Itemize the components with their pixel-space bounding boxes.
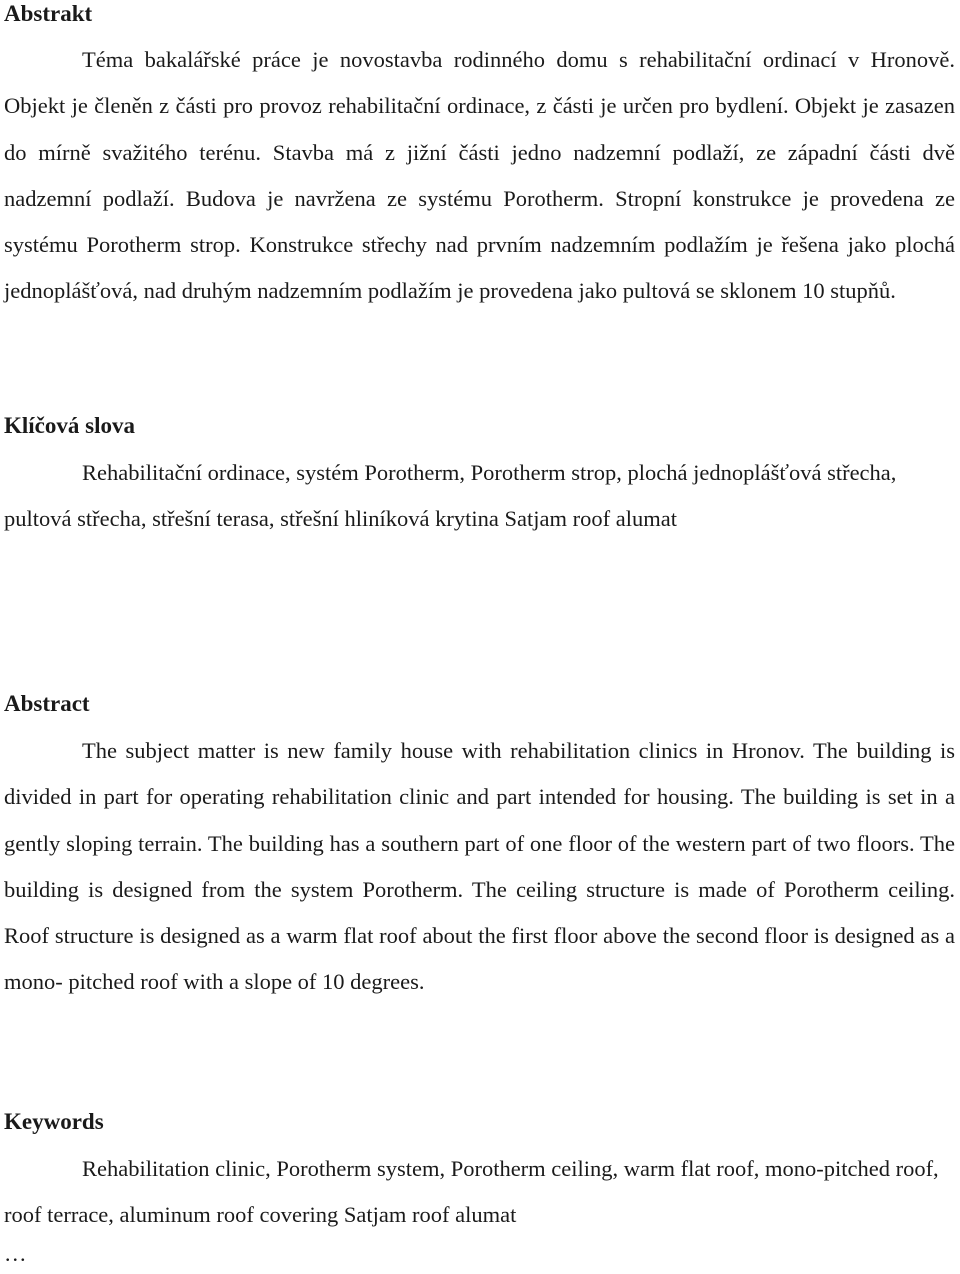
abstract-paragraph: The subject matter is new family house with rehabilitation clinics in Hronov. The building is divided in part for operating rehabilitation clinic and part intended for housing. The building is set in a gently sloping terrain. The building has a southern part of one floor of the western part of two floors. The building is designed from the system Porotherm. The ceiling structure is made of Porotherm ceiling. Roof structure is designed as a warm flat roof about the first floor above the second floor is designed as a mono- pitched roof with a slope of 10 degrees.	[4, 738, 955, 995]
abstrakt-heading: Abstrakt	[4, 1, 93, 26]
abstract-heading: Abstract	[4, 691, 90, 716]
keywords-heading: Keywords	[4, 1109, 104, 1134]
klicova-slova-heading: Klíčová slova	[4, 413, 135, 438]
klicova-slova-paragraph: Rehabilitační ordinace, systém Porotherm, Porotherm strop, plochá jednoplášťová střecha, pultová střecha, střešní terasa, střešní hliníková krytina Satjam roof alumat	[4, 460, 897, 532]
keywords-paragraph: Rehabilitation clinic, Porotherm system, Porotherm ceiling, warm flat roof, mono-pitched roof, roof terrace, aluminum roof covering Satjam roof alumat	[4, 1156, 939, 1228]
abstrakt-paragraph: Téma bakalářské práce je novostavba rodinného domu s rehabilitační ordinací v Hronově. Objekt je členěn z části pro provoz rehabilitační ordinace, z části je určen pro bydlení. Objekt je zasazen do mírně svažitého terénu. Stavba má z jižní části jedno nadzemní podlaží, ze západní části dvě nadzemní podlaží. Budova je navržena ze systému Porotherm. Stropní konstrukce je provedena ze systému Porotherm strop. Konstrukce střechy nad prvním nadzemním podlažím je řešena jako plochá jednoplášťová, nad druhým nadzemním podlažím je provedena jako pultová se sklonem 10 stupňů.	[4, 47, 955, 304]
trailing-ellipsis: …	[4, 1241, 27, 1266]
